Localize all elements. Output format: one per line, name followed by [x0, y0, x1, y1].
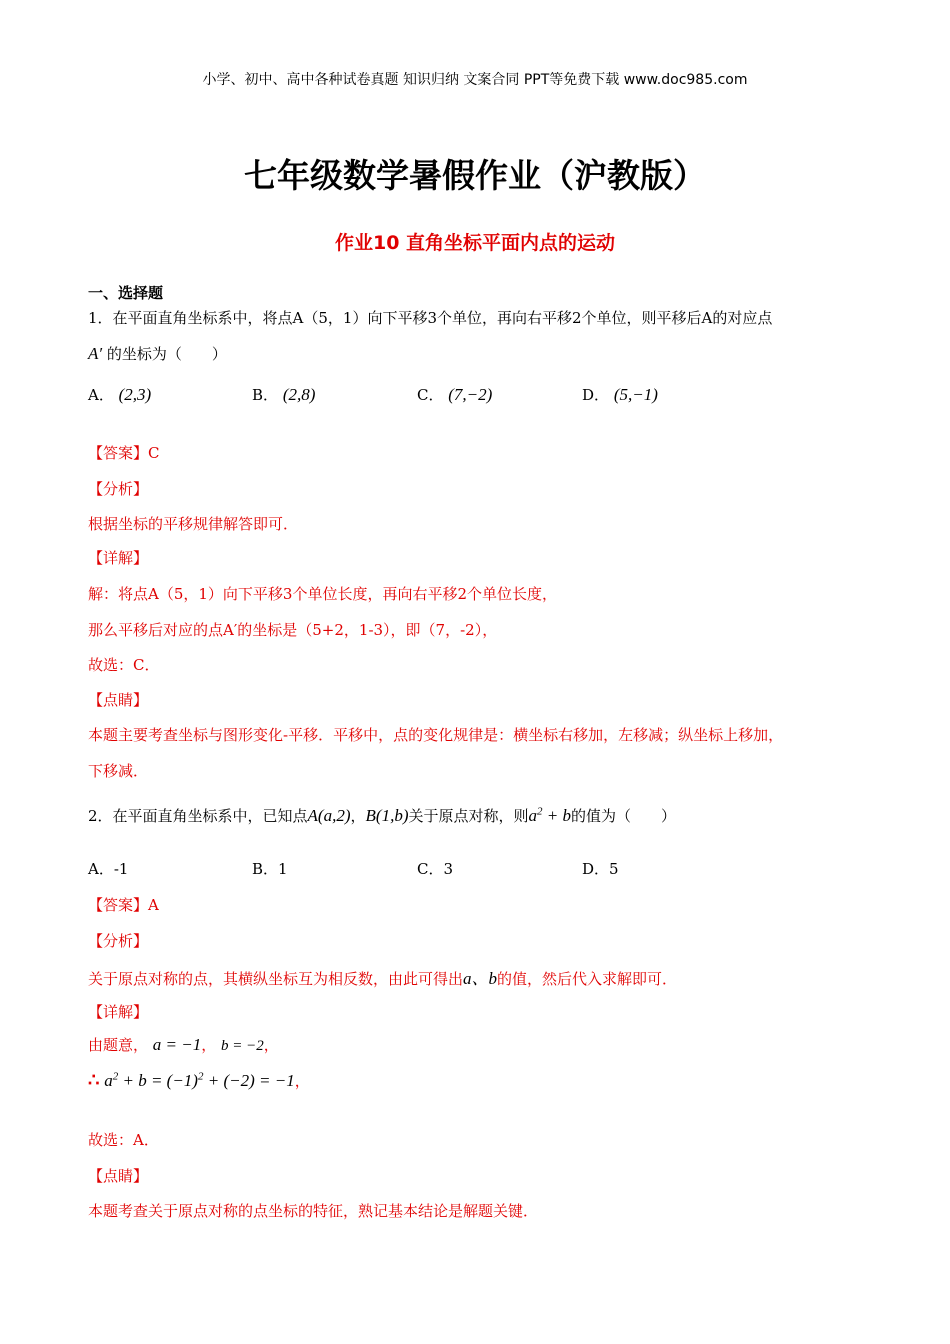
- q1-option-c: [417, 384, 492, 405]
- expr-base: a: [528, 806, 538, 825]
- page-header: 小学、初中、高中各种试卷真题 知识归纳 文案合同 PPT等免费下载 www.doc985.com: [202, 72, 748, 88]
- q2-option-b: [252, 858, 288, 879]
- q1-option-a: [88, 384, 151, 405]
- q2-stem: [88, 805, 676, 826]
- q2-option-d: [582, 858, 619, 879]
- q2-expression: [529, 806, 571, 825]
- therefore-symbol: ∴: [88, 1070, 100, 1091]
- q2-analysis-math: a、b: [463, 969, 498, 988]
- q1-detail-3: 故选：C．: [88, 656, 160, 674]
- q2-option-a: [88, 858, 128, 879]
- option-label: D．: [582, 386, 610, 404]
- q1-analysis: 根据坐标的平移规律解答即可．: [88, 515, 299, 533]
- option-value: (2,3): [118, 385, 152, 404]
- option-label: C．: [417, 386, 444, 404]
- page-title: 七年级数学暑假作业（沪教版）: [244, 156, 706, 195]
- q1-comment-2: 下移减．: [88, 762, 149, 780]
- expr-base: a: [104, 1071, 113, 1090]
- q2-comment-tag: 【点睛】: [88, 1167, 149, 1185]
- q2-detail-3: 故选：A．: [88, 1131, 159, 1149]
- q1-detail-tag: 【详解】: [88, 549, 149, 567]
- option-value: 1: [278, 860, 288, 878]
- expr-mid: + b = (−1): [118, 1071, 198, 1090]
- q1-comment-tag: 【点睛】: [88, 691, 149, 709]
- expr-rest: + b: [542, 806, 571, 825]
- q2-detail-1: [88, 1034, 279, 1055]
- q2-detail-1-text: 由题意，: [88, 1036, 149, 1054]
- expr-exponent-2: 2: [197, 1070, 204, 1083]
- q1-stem-line2-text: 的坐标为（ ）: [106, 345, 227, 363]
- q1-option-b: [252, 384, 315, 405]
- option-value: (2,8): [282, 385, 316, 404]
- q2-sep: ，: [350, 807, 366, 825]
- q2-detail-sep: ，: [201, 1036, 217, 1054]
- option-label: A．: [88, 860, 114, 878]
- section-heading: 一、选择题: [88, 284, 164, 302]
- q1-comment-1: 本题主要考查坐标与图形变化-平移．平移中，点的变化规律是：横坐标右移加，左移减；纵坐标上移加，: [88, 726, 784, 744]
- q2-detail-2: [88, 1070, 310, 1091]
- q2-point-b: B(1,b): [365, 806, 409, 825]
- q1-option-d: [582, 384, 658, 405]
- q2-analysis-b: 的值，然后代入求解即可．: [497, 970, 678, 988]
- q2-detail-2-end: ，: [294, 1072, 310, 1090]
- option-label: C．: [417, 860, 444, 878]
- q2-analysis: [88, 964, 677, 989]
- q1-detail-2: 那么平移后对应的点A′的坐标是（5+2，1-3），即（7，-2），: [88, 621, 498, 639]
- option-value: -1: [113, 860, 129, 878]
- q2-detail-tag: 【详解】: [88, 1003, 149, 1021]
- q2-comment: 本题考查关于原点对称的点坐标的特征，熟记基本结论是解题关键．: [88, 1202, 539, 1220]
- expr-exponent: 2: [112, 1070, 119, 1083]
- option-label: B．: [252, 386, 279, 404]
- q2-answer: 【答案】A: [88, 896, 159, 914]
- q1-point-a-prime: A′: [88, 344, 103, 363]
- option-value: (5,−1): [613, 385, 658, 404]
- option-label: B．: [252, 860, 279, 878]
- q1-stem-line2: [88, 343, 227, 364]
- q2-stem-c: 的值为（ ）: [571, 807, 677, 825]
- q2-point-a: A(a,2): [307, 806, 351, 825]
- q1-answer: 【答案】C: [88, 444, 160, 462]
- option-label: A．: [88, 386, 114, 404]
- q2-detail-b-value: b = −2: [221, 1038, 264, 1054]
- q2-option-c: [417, 858, 453, 879]
- q2-detail-2-expression: [104, 1071, 294, 1090]
- option-value: 5: [609, 860, 619, 878]
- option-value: (7,−2): [448, 385, 493, 404]
- q1-analysis-tag: 【分析】: [88, 480, 149, 498]
- q2-stem-b: 关于原点对称，则: [408, 807, 529, 825]
- q2-stem-a: 2．在平面直角坐标系中，已知点: [88, 807, 308, 825]
- q1-detail-1: 解：将点A（5，1）向下平移3个单位长度，再向右平移2个单位长度，: [88, 585, 558, 603]
- page-subtitle: 作业10 直角坐标平面内点的运动: [334, 232, 616, 254]
- expr-exponent: 2: [537, 805, 543, 818]
- q1-stem-line1: 1．在平面直角坐标系中，将点A（5，1）向下平移3个单位，再向右平移2个单位，则平移后A的对应点: [88, 309, 773, 327]
- option-value: 3: [443, 860, 454, 878]
- q2-detail-end: ，: [263, 1036, 279, 1054]
- q2-analysis-a: 关于原点对称的点，其横纵坐标互为相反数，由此可得出: [88, 970, 464, 988]
- option-label: D．: [582, 860, 610, 878]
- expr-end: + (−2) = −1: [203, 1071, 295, 1090]
- q2-analysis-tag: 【分析】: [88, 932, 149, 950]
- q2-detail-a-value: a = −1: [152, 1035, 202, 1054]
